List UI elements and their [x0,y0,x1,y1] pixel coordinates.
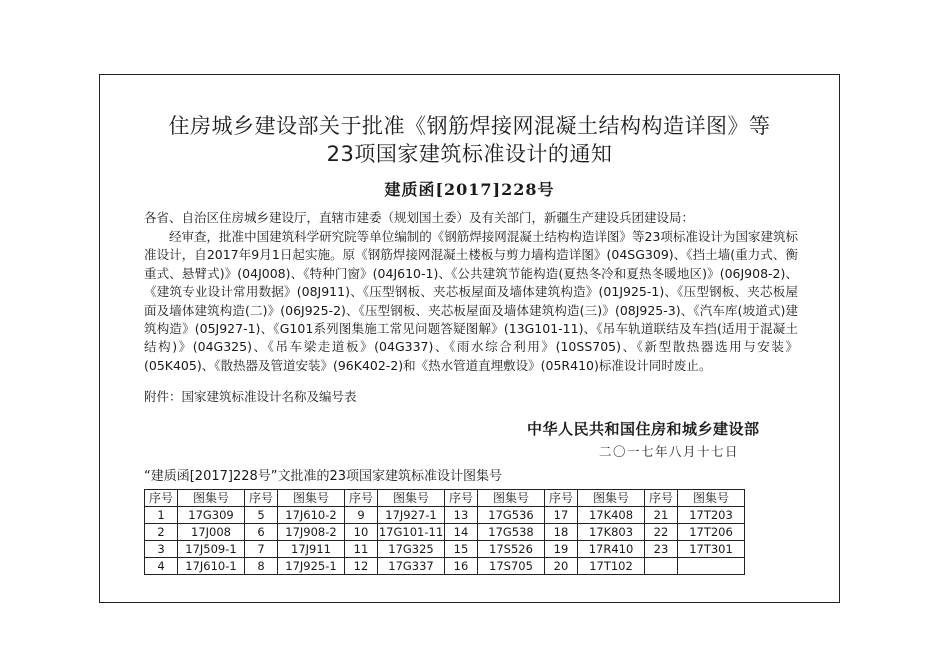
table-caption: “建质函[2017]228号”文批准的23项国家建筑标准设计图集号 [144,469,503,484]
header-code: 图集号 [178,490,245,507]
cell-code: 17J610-2 [278,507,345,524]
cell-code: 17G101-11 [378,525,444,539]
cell-no: 21 [645,507,678,524]
cell-no: 18 [545,524,578,541]
notice-frame [99,74,840,603]
cell-no: 4 [145,558,178,575]
issue-date: 二〇一七年八月十七日 [599,444,740,459]
issuing-authority: 中华人民共和国住房和城乡建设部 [527,420,760,438]
cell-code: 17T301 [678,541,745,558]
cell-no: 17 [545,507,578,524]
cell-code: 17T203 [678,507,745,524]
cell-code: 17G536 [478,507,545,524]
cell-code: 17J008 [178,524,245,541]
cell-no: 22 [645,524,678,541]
header-no: 序号 [445,490,478,507]
header-no: 序号 [145,490,178,507]
header-no: 序号 [345,490,378,507]
table-row [145,524,745,541]
cell-code: 17T102 [578,558,645,575]
notice-body: 经审查，批准中国建筑科学研究院等单位编制的《钢筋焊接网混凝土结构构造详图》等23项标准设计为国家建筑标准设计，自2017年9月1日起实施。原《钢筋焊接网混凝土楼板与剪力墙构造详图》(04SG309)、《挡土墙(重力式、衡重式、悬臂式)》(04J008)、《特种门窗》(04J610-1)、《公共建筑节能构造(夏热冬冷和夏热冬暖地区)》(06J908-2)、《建筑专业设计常用数据》(08J911)、《压型钢板、夹芯板屋面及墙体建筑构造》(01J925-1)、《压型钢板、夹芯板屋面及墙体建筑构造(二)》(06J925-2)、《压型钢板、夹芯板屋面及墙体建筑构造(三)》(08J925-3)、《汽车库(坡道式)建筑构造》(05J927-1)、《G101系列图集施工常见问题答疑图解》(13G101-11)、《吊车轨道联结及车挡(适用于混凝土结构)》(04G325)、《吊车梁走道板》(04G337)、《雨水综合利用》(10SS705)、《新型散热器选用与安装》(05K405)、《散热器及管道安装》(96K402-2)和《热水管道直埋敷设》(05R410)标准设计同时废止。 [144,229,798,373]
header-no: 序号 [645,490,678,507]
cell-code: 17G337 [378,558,445,575]
cell-code [678,558,745,575]
cell-code: 17G538 [478,524,545,541]
cell-no: 15 [445,541,478,558]
table-row [145,541,745,558]
table-row [145,507,745,524]
cell-no: 16 [445,558,478,575]
cell-no [645,558,678,575]
cell-no: 23 [645,541,678,558]
cell-code: 17R410 [578,541,645,558]
cell-no: 14 [445,524,478,541]
cell-no: 13 [445,507,478,524]
cell-code: 17J911 [278,541,345,558]
header-code: 图集号 [278,490,345,507]
table-row [145,558,745,575]
addressee: 各省、自治区住房城乡建设厅，直辖市建委（规划国土委）及有关部门，新疆生产建设兵团建设局： [144,210,695,225]
cell-code: 17J925-1 [278,558,345,575]
cell-code: 17J610-1 [178,558,245,575]
header-no: 序号 [545,490,578,507]
cell-no: 6 [245,524,278,541]
cell-no: 1 [145,507,178,524]
header-code: 图集号 [478,490,545,507]
cell-code: 17G309 [178,507,245,524]
header-no: 序号 [245,490,278,507]
cell-no: 7 [245,541,278,558]
notice-title-line-1: 住房城乡建设部关于批准《钢筋焊接网混凝土结构构造详图》等 [168,114,771,138]
cell-code: 17S705 [478,558,545,575]
cell-no: 9 [345,507,378,524]
notice-title-line-2: 23项国家建筑标准设计的通知 [326,142,613,166]
attachment-note: 附件：国家建筑标准设计名称及编号表 [144,389,357,404]
cell-code: 17K803 [578,524,645,541]
cell-code: 17J509-1 [178,541,245,558]
document-number: 建质函[2017]228号 [384,180,555,199]
cell-code: 17K408 [578,507,645,524]
table-header-row [145,490,745,507]
cell-no: 12 [345,558,378,575]
cell-code: 17J908-2 [278,524,345,541]
header-code: 图集号 [678,490,745,507]
cell-no: 3 [145,541,178,558]
cell-no: 11 [345,541,378,558]
cell-code: 17S526 [478,541,545,558]
cell-no: 5 [245,507,278,524]
cell-no: 2 [145,524,178,541]
cell-code: 17J927-1 [378,507,445,524]
cell-no: 19 [545,541,578,558]
cell-code: 17T206 [678,524,745,541]
cell-no: 10 [345,524,378,541]
header-code: 图集号 [378,490,445,507]
cell-code: 17G325 [378,541,445,558]
cell-no: 8 [245,558,278,575]
header-code: 图集号 [578,490,645,507]
cell-no: 20 [545,558,578,575]
atlas-table [144,489,745,575]
